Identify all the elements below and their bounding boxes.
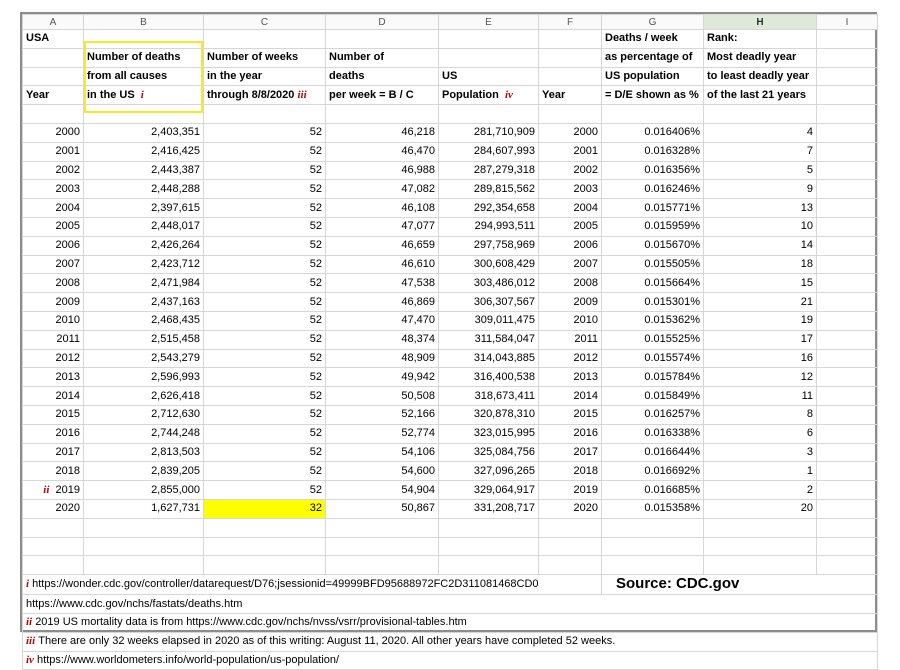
header-g-line-4: = D/E shown as % (602, 86, 704, 105)
note-ref-mark: i (26, 578, 30, 591)
year-cell-2: 2016 (539, 424, 602, 443)
header-b-text: in the US (87, 88, 135, 101)
header-row-1 (23, 30, 878, 49)
weeks-cell: 52 (204, 293, 326, 312)
year-cell: 2017 (23, 443, 84, 462)
year-cell: 2005 (23, 217, 84, 236)
rank-cell: 14 (704, 236, 817, 255)
table-row (23, 236, 878, 255)
header-c-line-3 (204, 86, 326, 105)
column-letter-e: E (439, 15, 539, 30)
percent-cell: 0.016328% (602, 142, 704, 161)
population-cell: 292,354,658 (439, 199, 539, 218)
column-letter-c: C (204, 15, 326, 30)
year-cell-2: 2013 (539, 368, 602, 387)
population-cell: 327,096,265 (439, 462, 539, 481)
note-ref-mark: iii (26, 635, 36, 648)
deaths-cell: 2,543,279 (84, 349, 204, 368)
population-cell: 316,400,538 (439, 368, 539, 387)
year-cell: 2020 (23, 499, 84, 518)
header-h-line-3: to least deadly year (704, 67, 817, 86)
ref-mark-iv: iv (504, 88, 513, 101)
header-g-line-1: Deaths / week (602, 30, 704, 49)
table-row (23, 199, 878, 218)
per-week-cell: 46,988 (326, 161, 439, 180)
population-cell: 281,710,909 (439, 123, 539, 142)
deaths-cell: 2,744,248 (84, 424, 204, 443)
table-row (23, 293, 878, 312)
header-e-line-2 (439, 86, 539, 105)
header-row-4 (23, 86, 878, 105)
year-cell: 2000 (23, 123, 84, 142)
per-week-cell: 46,869 (326, 293, 439, 312)
table-row (23, 443, 878, 462)
note-row (23, 575, 878, 595)
year-cell-2: 2006 (539, 236, 602, 255)
deaths-cell: 2,712,630 (84, 405, 204, 424)
population-cell: 311,584,047 (439, 330, 539, 349)
weeks-cell: 52 (204, 387, 326, 406)
ref-mark-ii: ii (43, 483, 50, 496)
table-row (23, 387, 878, 406)
table-row (23, 462, 878, 481)
year-cell-2: 2019 (539, 481, 602, 500)
weeks-cell: 52 (204, 330, 326, 349)
note-row (23, 595, 878, 614)
weeks-cell: 52 (204, 199, 326, 218)
year-cell: 2011 (23, 330, 84, 349)
table-row (23, 330, 878, 349)
year-cell: 2013 (23, 368, 84, 387)
rank-cell: 8 (704, 405, 817, 424)
year-cell-2: 2005 (539, 217, 602, 236)
year-cell-2: 2008 (539, 274, 602, 293)
percent-cell: 0.015664% (602, 274, 704, 293)
percent-cell: 0.015505% (602, 255, 704, 274)
column-letter-f: F (539, 15, 602, 30)
note-text: https://www.worldometers.info/world-population/us-population/ (37, 653, 340, 666)
ref-mark-iii: iii (297, 88, 307, 101)
weeks-cell: 52 (204, 368, 326, 387)
year-cell-2: 2003 (539, 180, 602, 199)
percent-cell: 0.016644% (602, 443, 704, 462)
population-cell: 329,064,917 (439, 481, 539, 500)
deaths-cell: 2,403,351 (84, 123, 204, 142)
population-cell: 287,279,318 (439, 161, 539, 180)
rank-cell: 9 (704, 180, 817, 199)
year-cell-2: 2007 (539, 255, 602, 274)
header-d-line-2: deaths (326, 67, 439, 86)
rank-cell: 10 (704, 217, 817, 236)
weeks-cell: 52 (204, 123, 326, 142)
deaths-cell: 2,448,288 (84, 180, 204, 199)
ref-mark-i: i (140, 88, 144, 101)
population-cell: 297,758,969 (439, 236, 539, 255)
note-ref-mark: iv (26, 653, 34, 666)
population-cell: 300,608,429 (439, 255, 539, 274)
data-rows (23, 123, 878, 518)
per-week-cell: 47,077 (326, 217, 439, 236)
year-cell: 2016 (23, 424, 84, 443)
header-h-line-2: Most deadly year (704, 48, 817, 67)
header-g-line-2: as percentage of (602, 48, 704, 67)
rank-cell: 11 (704, 387, 817, 406)
year-cell-2: 2011 (539, 330, 602, 349)
rank-cell: 21 (704, 293, 817, 312)
population-cell: 323,015,995 (439, 424, 539, 443)
note-text: https://www.cdc.gov/nchs/fastats/deaths.htm (26, 597, 243, 610)
per-week-cell: 54,904 (326, 481, 439, 500)
header-e-text: Population (442, 88, 499, 101)
population-cell: 289,815,562 (439, 180, 539, 199)
header-b-line-1: Number of deaths (84, 48, 204, 67)
per-week-cell: 47,538 (326, 274, 439, 293)
rank-cell: 16 (704, 349, 817, 368)
weeks-cell: 52 (204, 217, 326, 236)
year-cell-2: 2020 (539, 499, 602, 518)
percent-cell: 0.015771% (602, 199, 704, 218)
note-row (23, 632, 878, 651)
header-row-3 (23, 67, 878, 86)
per-week-cell: 46,218 (326, 123, 439, 142)
rank-cell: 2 (704, 481, 817, 500)
weeks-cell: 52 (204, 255, 326, 274)
year-cell-2: 2002 (539, 161, 602, 180)
year-cell: 2009 (23, 293, 84, 312)
note-row (23, 613, 878, 632)
header-c-line-2: in the year (204, 67, 326, 86)
deaths-cell: 2,839,205 (84, 462, 204, 481)
header-d-line-3: per week = B / C (326, 86, 439, 105)
per-week-cell: 47,470 (326, 311, 439, 330)
table-row (23, 217, 878, 236)
column-letter-b: B (84, 15, 204, 30)
year-cell: 2015 (23, 405, 84, 424)
column-letter-d: D (326, 15, 439, 30)
year-cell-2: 2015 (539, 405, 602, 424)
year-cell-2: 2001 (539, 142, 602, 161)
deaths-cell: 2,626,418 (84, 387, 204, 406)
note-text: 2019 US mortality data is from https://www.cdc.gov/nchs/nvss/vsrr/provisional-tables.htm (35, 616, 467, 629)
deaths-cell: 2,423,712 (84, 255, 204, 274)
year-text: 2019 (55, 483, 80, 496)
per-week-cell: 50,508 (326, 387, 439, 406)
deaths-cell: 2,515,458 (84, 330, 204, 349)
rank-cell: 7 (704, 142, 817, 161)
year-cell-2: 2018 (539, 462, 602, 481)
source-label: Source: CDC.gov (616, 575, 740, 593)
header-a-year: Year (23, 86, 84, 105)
rank-cell: 20 (704, 499, 817, 518)
spreadsheet-table (22, 14, 878, 670)
column-letter-i: I (817, 15, 878, 30)
rank-cell: 13 (704, 199, 817, 218)
percent-cell: 0.016685% (602, 481, 704, 500)
weeks-cell: 52 (204, 481, 326, 500)
year-cell: 2006 (23, 236, 84, 255)
header-b-line-3 (84, 86, 204, 105)
percent-cell: 0.016257% (602, 405, 704, 424)
year-cell: 2014 (23, 387, 84, 406)
note-text: https://wonder.cdc.gov/controller/datarequest/D76;jsessionid=49999BFD95688972FC2D311081468CD0 (32, 578, 539, 591)
table-row (23, 368, 878, 387)
deaths-cell: 2,855,000 (84, 481, 204, 500)
weeks-cell: 32 (204, 499, 326, 518)
deaths-cell: 2,443,387 (84, 161, 204, 180)
year-cell-2: 2000 (539, 123, 602, 142)
year-cell-2: 2012 (539, 349, 602, 368)
weeks-cell: 52 (204, 311, 326, 330)
deaths-cell: 2,448,017 (84, 217, 204, 236)
table-row (23, 481, 878, 500)
rank-cell: 3 (704, 443, 817, 462)
header-c-text: through 8/8/2020 (207, 88, 295, 101)
header-g-line-3: US population (602, 67, 704, 86)
per-week-cell: 46,610 (326, 255, 439, 274)
percent-cell: 0.015362% (602, 311, 704, 330)
percent-cell: 0.015784% (602, 368, 704, 387)
percent-cell: 0.015525% (602, 330, 704, 349)
deaths-cell: 2,397,615 (84, 199, 204, 218)
per-week-cell: 46,470 (326, 142, 439, 161)
population-cell: 331,208,717 (439, 499, 539, 518)
deaths-cell: 2,813,503 (84, 443, 204, 462)
year-cell-2: 2004 (539, 199, 602, 218)
year-cell: 2018 (23, 462, 84, 481)
percent-cell: 0.016356% (602, 161, 704, 180)
header-row-2 (23, 48, 878, 67)
deaths-cell: 2,437,163 (84, 293, 204, 312)
population-cell: 309,011,475 (439, 311, 539, 330)
population-cell: 294,993,511 (439, 217, 539, 236)
percent-cell: 0.016692% (602, 462, 704, 481)
rank-cell: 18 (704, 255, 817, 274)
weeks-cell: 52 (204, 405, 326, 424)
year-cell: 2012 (23, 349, 84, 368)
per-week-cell: 47,082 (326, 180, 439, 199)
rank-cell: 12 (704, 368, 817, 387)
per-week-cell: 52,774 (326, 424, 439, 443)
deaths-cell: 1,627,731 (84, 499, 204, 518)
per-week-cell: 46,108 (326, 199, 439, 218)
rank-cell: 17 (704, 330, 817, 349)
table-row (23, 311, 878, 330)
weeks-cell: 52 (204, 462, 326, 481)
percent-cell: 0.015959% (602, 217, 704, 236)
column-letter-h: H (704, 15, 817, 30)
table-row (23, 274, 878, 293)
deaths-cell: 2,468,435 (84, 311, 204, 330)
table-row (23, 424, 878, 443)
per-week-cell: 54,600 (326, 462, 439, 481)
column-letter-a: A (23, 15, 84, 30)
year-cell (23, 481, 84, 500)
rank-cell: 19 (704, 311, 817, 330)
year-cell: 2010 (23, 311, 84, 330)
year-cell: 2007 (23, 255, 84, 274)
weeks-cell: 52 (204, 349, 326, 368)
year-cell: 2004 (23, 199, 84, 218)
population-cell: 320,878,310 (439, 405, 539, 424)
deaths-cell: 2,416,425 (84, 142, 204, 161)
weeks-cell: 52 (204, 142, 326, 161)
per-week-cell: 50,867 (326, 499, 439, 518)
sheet-title: USA (23, 30, 84, 49)
table-row (23, 180, 878, 199)
rank-cell: 6 (704, 424, 817, 443)
year-cell-2: 2014 (539, 387, 602, 406)
per-week-cell: 52,166 (326, 405, 439, 424)
note-text: There are only 32 weeks elapsed in 2020 as of this writing: August 11, 2020. All other years have completed 52 weeks. (38, 635, 616, 648)
header-c-line-1: Number of weeks (204, 48, 326, 67)
header-f-year: Year (539, 86, 602, 105)
year-cell: 2008 (23, 274, 84, 293)
rank-cell: 15 (704, 274, 817, 293)
deaths-cell: 2,426,264 (84, 236, 204, 255)
population-cell: 284,607,993 (439, 142, 539, 161)
spreadsheet-image (20, 12, 877, 666)
year-cell: 2003 (23, 180, 84, 199)
table-row (23, 255, 878, 274)
per-week-cell: 49,942 (326, 368, 439, 387)
header-e-line-1: US (439, 67, 539, 86)
table-row (23, 123, 878, 142)
table-row (23, 349, 878, 368)
weeks-cell: 52 (204, 236, 326, 255)
per-week-cell: 46,659 (326, 236, 439, 255)
percent-cell: 0.015849% (602, 387, 704, 406)
population-cell: 318,673,411 (439, 387, 539, 406)
table-row (23, 161, 878, 180)
note-row (23, 651, 878, 670)
weeks-cell: 52 (204, 161, 326, 180)
weeks-cell: 52 (204, 443, 326, 462)
header-b-line-2: from all causes (84, 67, 204, 86)
table-row (23, 142, 878, 161)
table-row (23, 405, 878, 424)
year-cell-2: 2009 (539, 293, 602, 312)
population-cell: 325,084,756 (439, 443, 539, 462)
population-cell: 303,486,012 (439, 274, 539, 293)
percent-cell: 0.016246% (602, 180, 704, 199)
year-cell-2: 2010 (539, 311, 602, 330)
deaths-cell: 2,471,984 (84, 274, 204, 293)
column-letter-g: G (602, 15, 704, 30)
percent-cell: 0.015574% (602, 349, 704, 368)
percent-cell: 0.015358% (602, 499, 704, 518)
per-week-cell: 48,909 (326, 349, 439, 368)
rank-cell: 5 (704, 161, 817, 180)
percent-cell: 0.016406% (602, 123, 704, 142)
rank-cell: 1 (704, 462, 817, 481)
column-header-row (23, 15, 878, 30)
year-cell-2: 2017 (539, 443, 602, 462)
header-d-line-1: Number of (326, 48, 439, 67)
table-row (23, 499, 878, 518)
population-cell: 314,043,885 (439, 349, 539, 368)
percent-cell: 0.015301% (602, 293, 704, 312)
per-week-cell: 48,374 (326, 330, 439, 349)
header-h-line-1: Rank: (704, 30, 817, 49)
percent-cell: 0.016338% (602, 424, 704, 443)
percent-cell: 0.015670% (602, 236, 704, 255)
rank-cell: 4 (704, 123, 817, 142)
year-cell: 2002 (23, 161, 84, 180)
population-cell: 306,307,567 (439, 293, 539, 312)
per-week-cell: 54,106 (326, 443, 439, 462)
note-ref-mark: ii (26, 616, 33, 629)
weeks-cell: 52 (204, 274, 326, 293)
weeks-cell: 52 (204, 180, 326, 199)
weeks-cell: 52 (204, 424, 326, 443)
header-h-line-4: of the last 21 years (704, 86, 817, 105)
deaths-cell: 2,596,993 (84, 368, 204, 387)
year-cell: 2001 (23, 142, 84, 161)
